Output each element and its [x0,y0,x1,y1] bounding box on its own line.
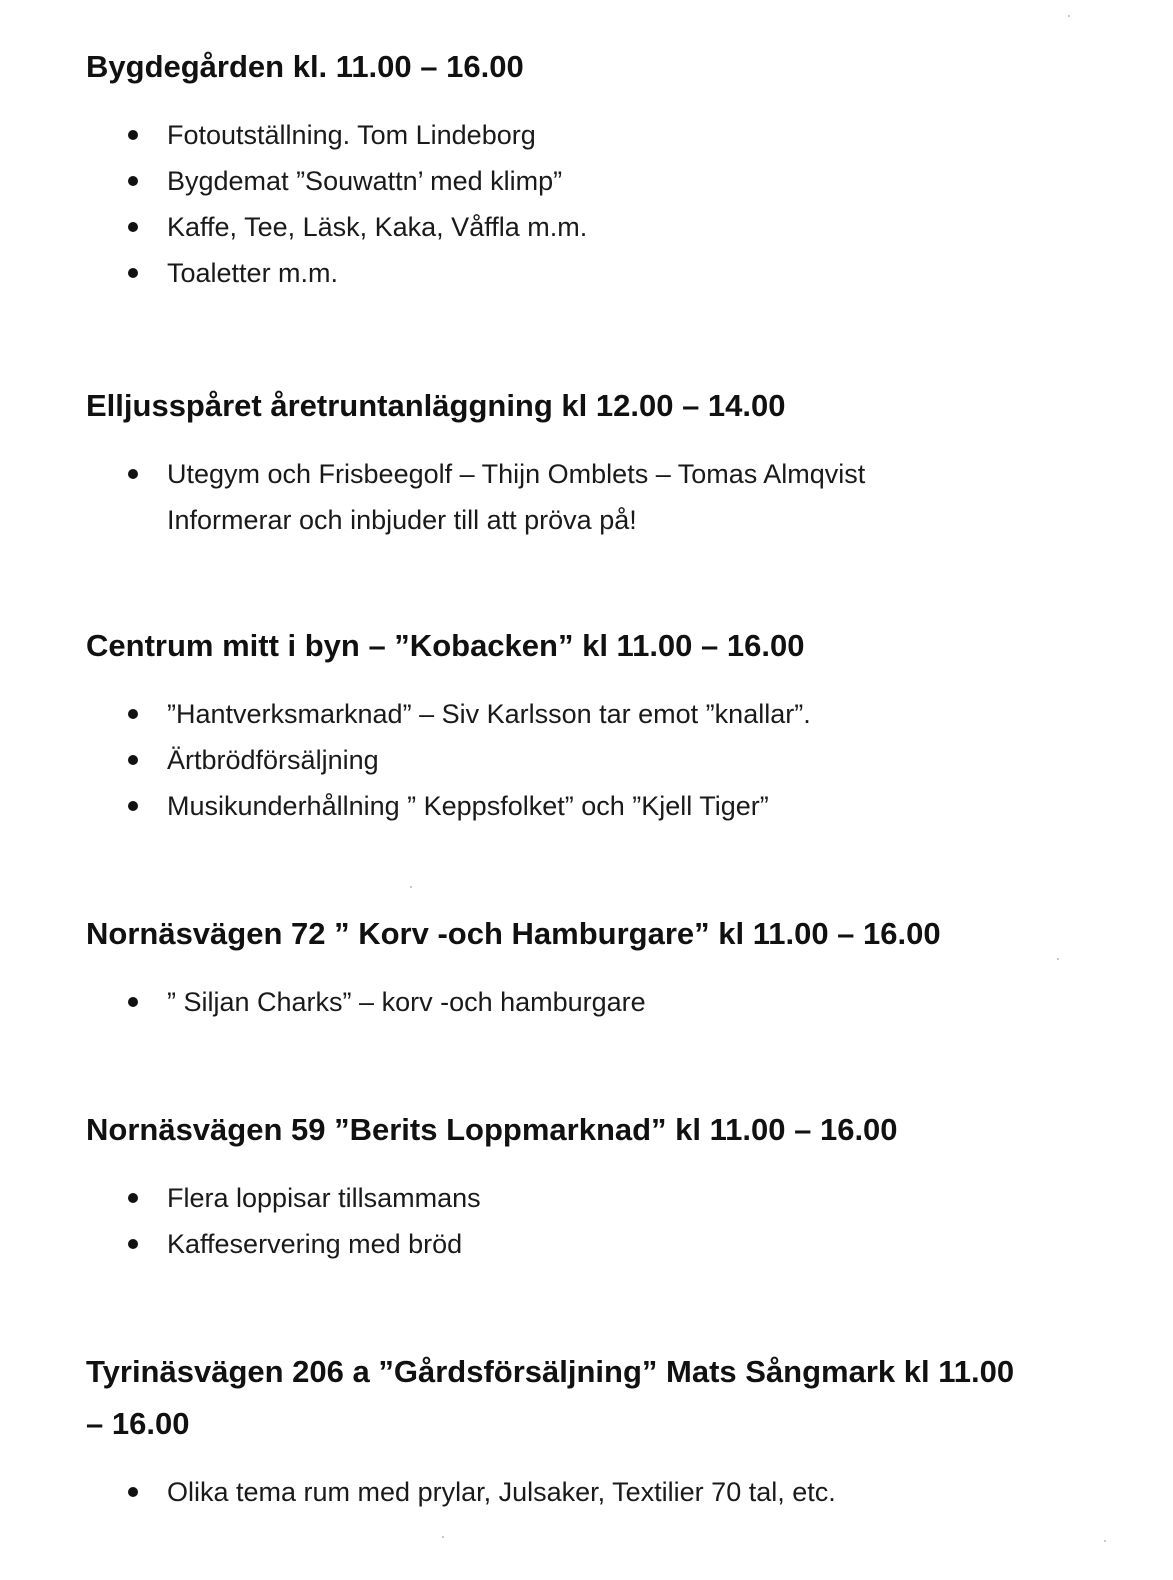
section-elljussparet [86,380,1106,543]
list-item: Bygdemat ”Souwattn’ med klimp” [86,158,1106,204]
section-nornasvagen-72 [86,908,1106,1025]
bullet-list [86,451,1106,543]
bullet-list [86,979,1106,1025]
section-tyrinasvagen-206a [86,1346,1106,1515]
list-item: Fotoutställning. Tom Lindeborg [86,112,1106,158]
bullet-list [86,112,1106,296]
bullet-list [86,1469,1106,1515]
section-title: Bygdegården kl. 11.00 – 16.00 [86,49,524,84]
list-item: ” Siljan Charks” – korv -och hamburgare [86,979,1106,1025]
bullet-icon [128,709,138,719]
bullet-icon [128,469,138,479]
list-item: ”Hantverksmarknad” – Siv Karlsson tar emot ”knallar”. [86,691,1106,737]
bullet-icon [128,1193,138,1203]
list-item: Flera loppisar tillsammans [86,1175,1106,1221]
scan-speck [442,1536,444,1538]
scan-speck [1068,15,1070,17]
list-item: Toaletter m.m. [86,250,1106,296]
bullet-icon [128,997,138,1007]
bullet-icon [128,268,138,278]
bullet-icon [128,130,138,140]
bullet-list [86,1175,1106,1267]
bullet-icon [128,1487,138,1497]
scan-speck [410,886,412,888]
section-centrum [86,620,1106,829]
section-title: Nornäsvägen 59 ”Berits Loppmarknad” kl 11.00 – 16.00 [86,1112,898,1147]
section-title: Elljusspåret åretruntanläggning kl 12.00 – 14.00 [86,388,786,423]
section-bygdegarden [86,41,1106,296]
section-nornasvagen-59 [86,1104,1106,1267]
list-item: Musikunderhållning ” Keppsfolket” och ”Kjell Tiger” [86,783,1106,829]
section-title: Tyrinäsvägen 206 a ”Gårdsförsäljning” Mats Sångmark kl 11.00 – 16.00 [86,1354,1015,1441]
bullet-icon [128,755,138,765]
bullet-list [86,691,1106,829]
bullet-icon [128,222,138,232]
section-title: Centrum mitt i byn – ”Kobacken” kl 11.00 – 16.00 [86,628,805,663]
list-item: Utegym och Frisbeegolf – Thijn Omblets – Tomas Almqvist Informerar och inbjuder till att pröva på! [86,451,1106,543]
bullet-icon [128,176,138,186]
bullet-icon [128,801,138,811]
list-item: Kaffe, Tee, Läsk, Kaka, Våffla m.m. [86,204,1106,250]
bullet-icon [128,1239,138,1249]
list-item: Olika tema rum med prylar, Julsaker, Textilier 70 tal, etc. [86,1469,1106,1515]
section-title: Nornäsvägen 72 ” Korv -och Hamburgare” kl 11.00 – 16.00 [86,916,941,951]
list-item: Ärtbrödförsäljning [86,737,1106,783]
scan-speck [1057,958,1059,960]
list-item: Kaffeservering med bröd [86,1221,1106,1267]
scan-speck [1104,1540,1106,1542]
